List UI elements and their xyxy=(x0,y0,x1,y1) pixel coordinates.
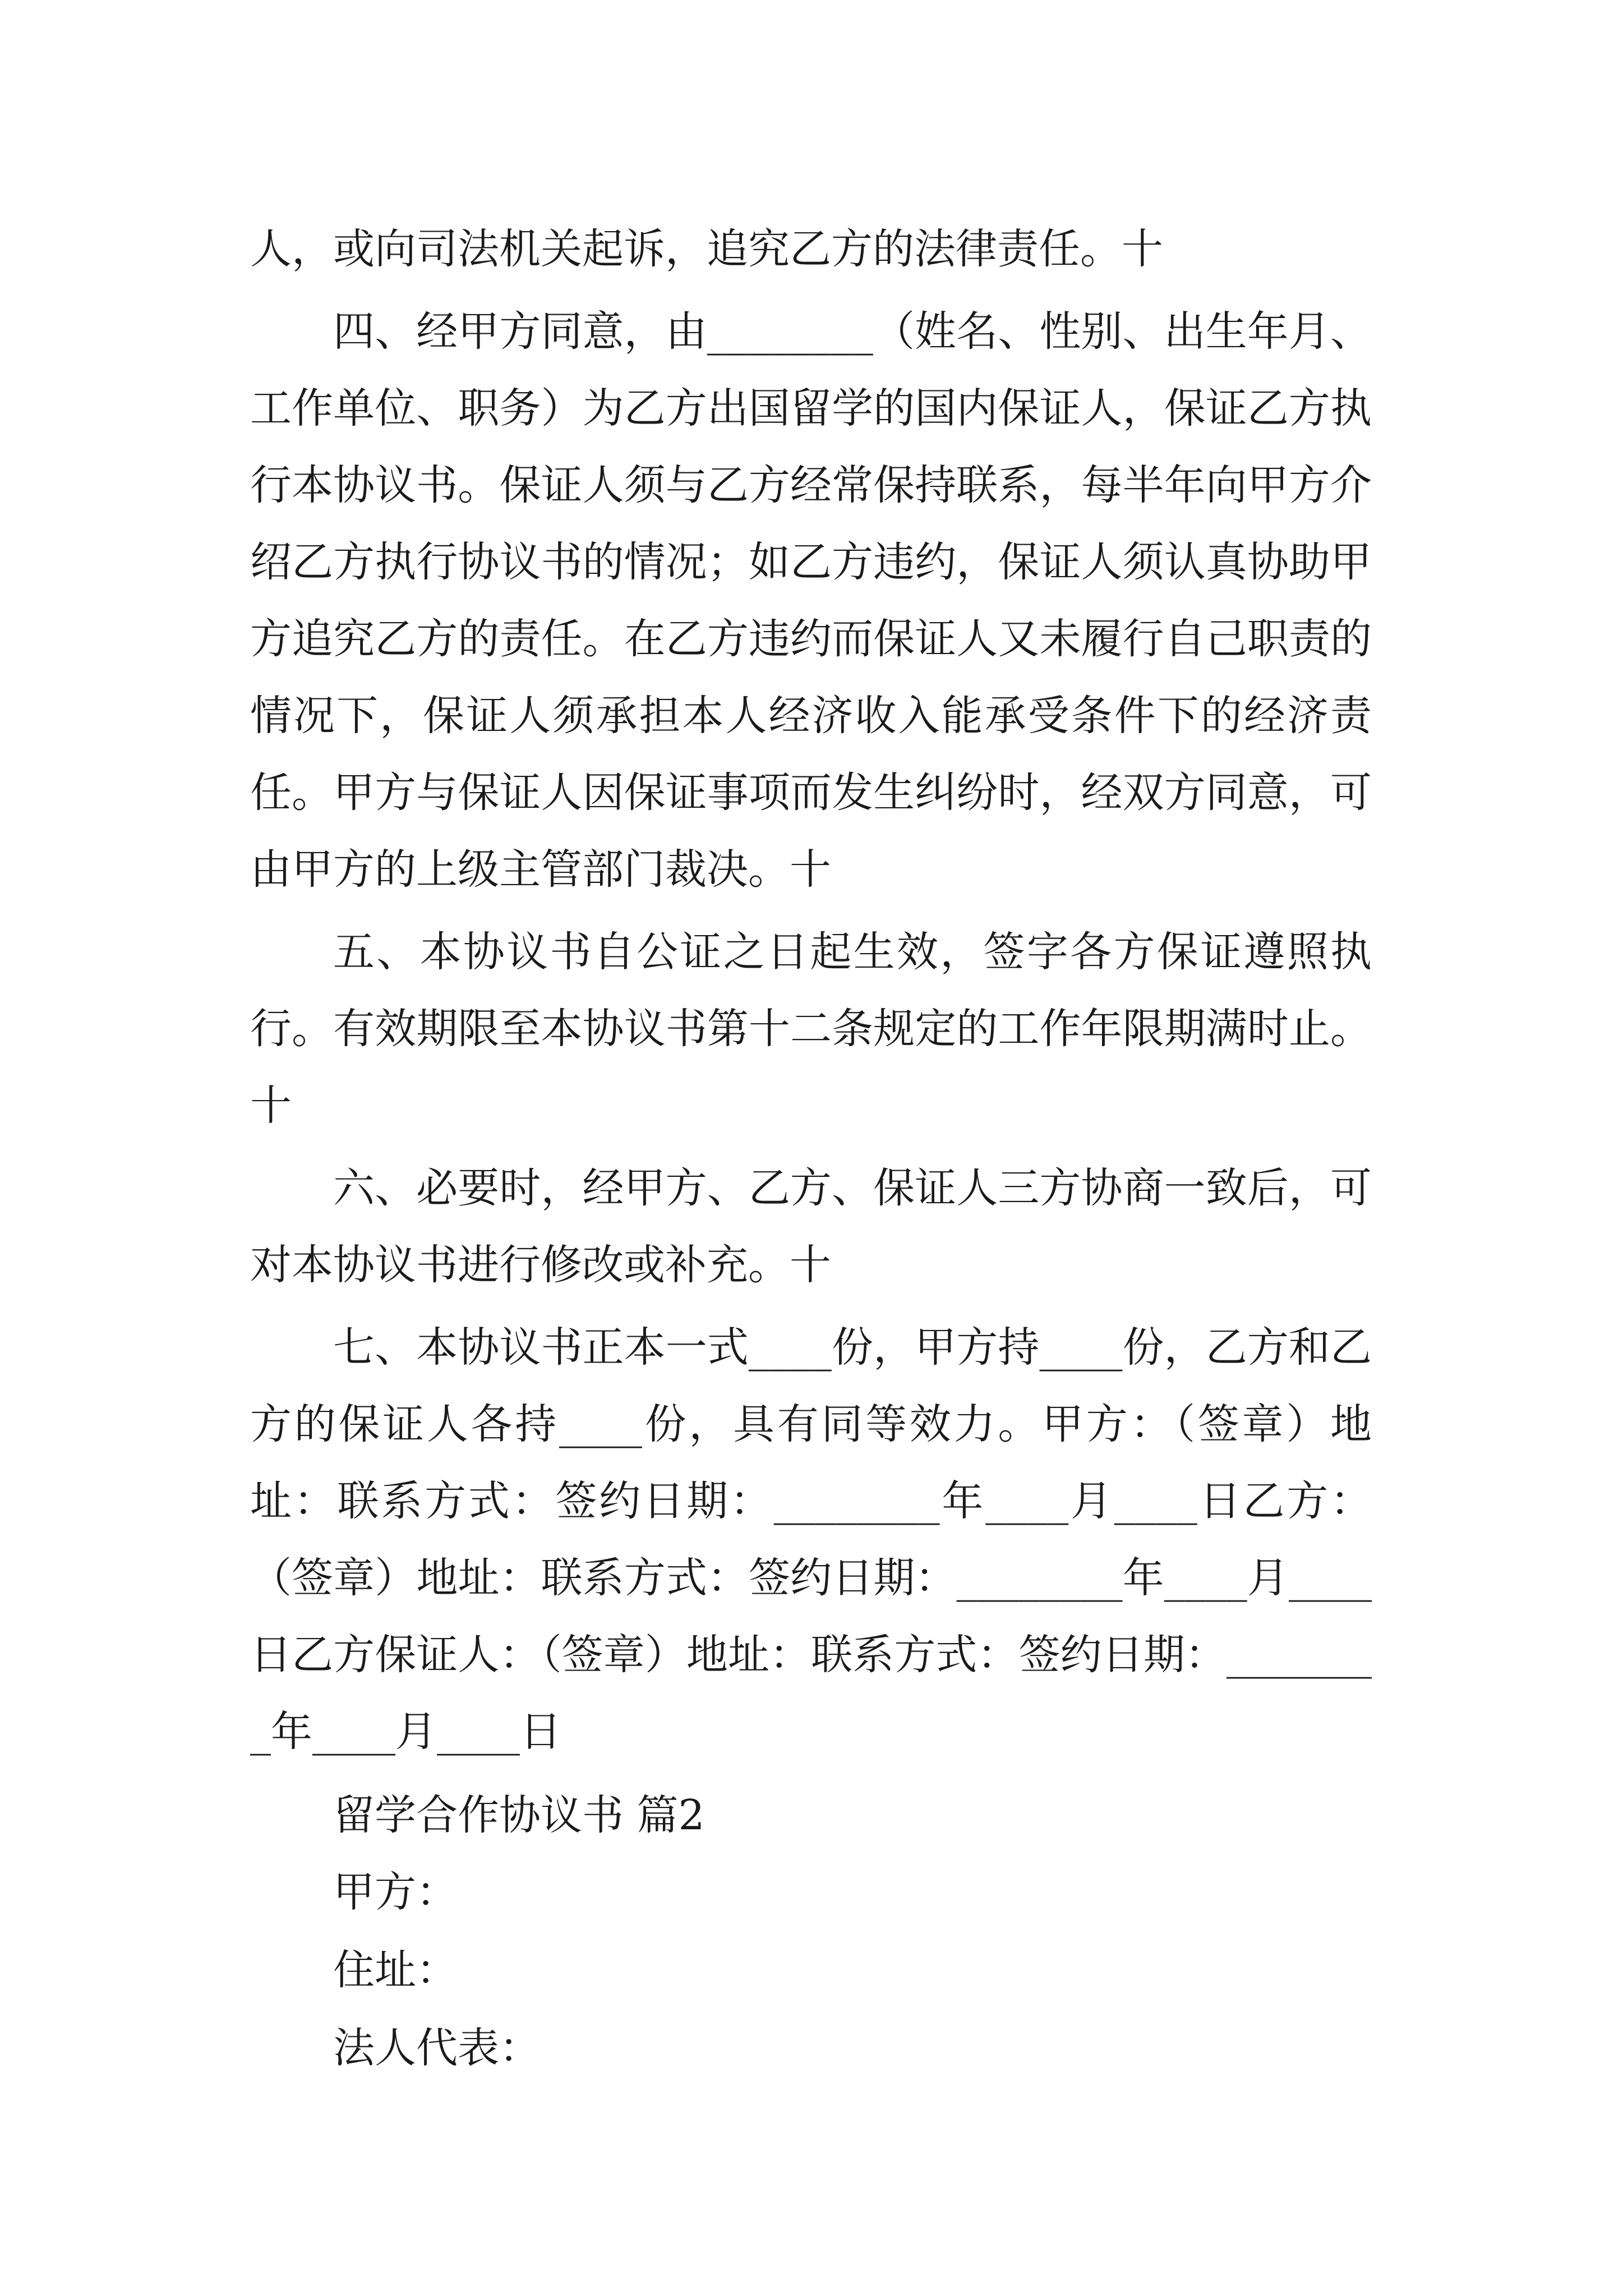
paragraph-clause-4: 四、经甲方同意，由________（姓名、性别、出生年月、工作单位、职务）为乙方出国留学的国内保证人，保证乙方执行本协议书。保证人须与乙方经常保持联系，每半年向甲方介绍乙方执行协议书的情况；如乙方违约，保证人须认真协助甲方追究乙方的责任。在乙方违约而保证人又未履行自己职责的情况下，保证人须承担本人经济收入能承受条件下的经济责任。甲方与保证人因保证事项而发生纠纷时，经双方同意，可由甲方的上级主管部门裁决。十 xyxy=(250,307,1372,894)
field-party-a: 甲方： xyxy=(333,1868,458,1916)
section-heading: 留学合作协议书 篇2 xyxy=(333,1791,705,1839)
field-legal-representative: 法人代表： xyxy=(333,2024,541,2072)
paragraph-clause-6: 六、必要时，经甲方、乙方、保证人三方协商一致后，可对本协议书进行修改或补充。十 xyxy=(250,1164,1372,1289)
paragraph-clause-7: 七、本协议书正本一式____份，甲方持____份，乙方和乙方的保证人各持____份，具有同等效力。甲方：（签章）地址：联系方式：签约日期：________年____月____日乙方：（签章）地址：联系方式：签约日期：________年____月____日乙方保证人：（签章）地址：联系方式：签约日期：________年____月____日 xyxy=(250,1323,1372,1756)
paragraph-continuation: 人，或向司法机关起诉，追究乙方的法律责任。十 xyxy=(250,225,1163,273)
field-address: 住址： xyxy=(333,1946,458,1994)
document-page xyxy=(250,211,1372,2087)
paragraph-clause-5: 五、本协议书自公证之日起生效，签字各方保证遵照执行。有效期限至本协议书第十二条规定的工作年限期满时止。十 xyxy=(250,928,1372,1130)
